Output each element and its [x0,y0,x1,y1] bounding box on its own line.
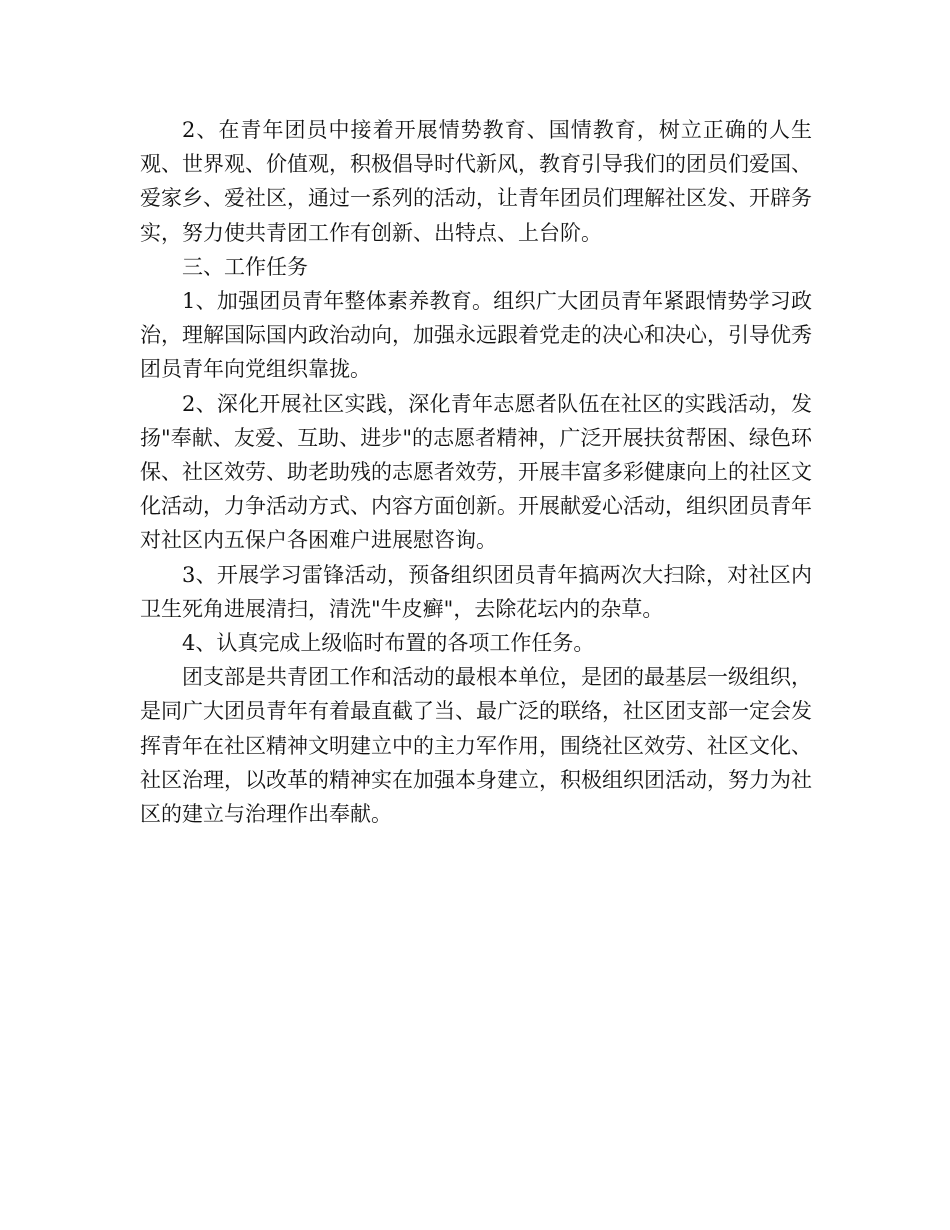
paragraph-task-3: 3、开展学习雷锋活动，预备组织团员青年搞两次大扫除，对社区内卫生死角进展清扫，清洗"牛皮癣"，去除花坛内的杂草。 [140,562,812,621]
paragraph-conclusion: 团支部是共青团工作和活动的最根本单位，是团的最基层一级组织，是同广大团员青年有着最直截了当、最广泛的联络，社区团支部一定会发挥青年在社区精神文明建立中的主力军作用，围绕社区效劳、社区文化、社区治理，以改革的精神实在加强本身建立，积极组织团活动，努力为社区的建立与治理作出奉献。 [140,665,812,827]
section-heading-work-tasks: 三、工作任务 [182,254,308,279]
paragraph-education: 2、在青年团员中接着开展情势教育、国情教育，树立正确的人生观、世界观、价值观，积极倡导时代新风，教育引导我们的团员们爱国、爱家乡、爱社区，通过一系列的活动，让青年团员们理解社区发、开辟务实，努力使共青团工作有创新、出特点、上台阶。 [140,118,812,245]
paragraph-task-4: 4、认真完成上级临时布置的各项工作任务。 [182,631,595,656]
paragraph-task-1: 1、加强团员青年整体素养教育。组织广大团员青年紧跟情势学习政治，理解国际国内政治动向，加强永远跟着党走的决心和决心，引导优秀团员青年向党组织靠拢。 [140,289,812,382]
paragraph-task-2: 2、深化开展社区实践，深化青年志愿者队伍在社区的实践活动，发扬"奉献、友爱、互助、进步"的志愿者精神，广泛开展扶贫帮困、绿色环保、社区效劳、助老助残的志愿者效劳，开展丰富多彩健康向上的社区文化活动，力争活动方式、内容方面创新。开展献爱心活动，组织团员青年对社区内五保户各困难户进展慰咨询。 [140,391,812,553]
document-body [140,113,812,831]
